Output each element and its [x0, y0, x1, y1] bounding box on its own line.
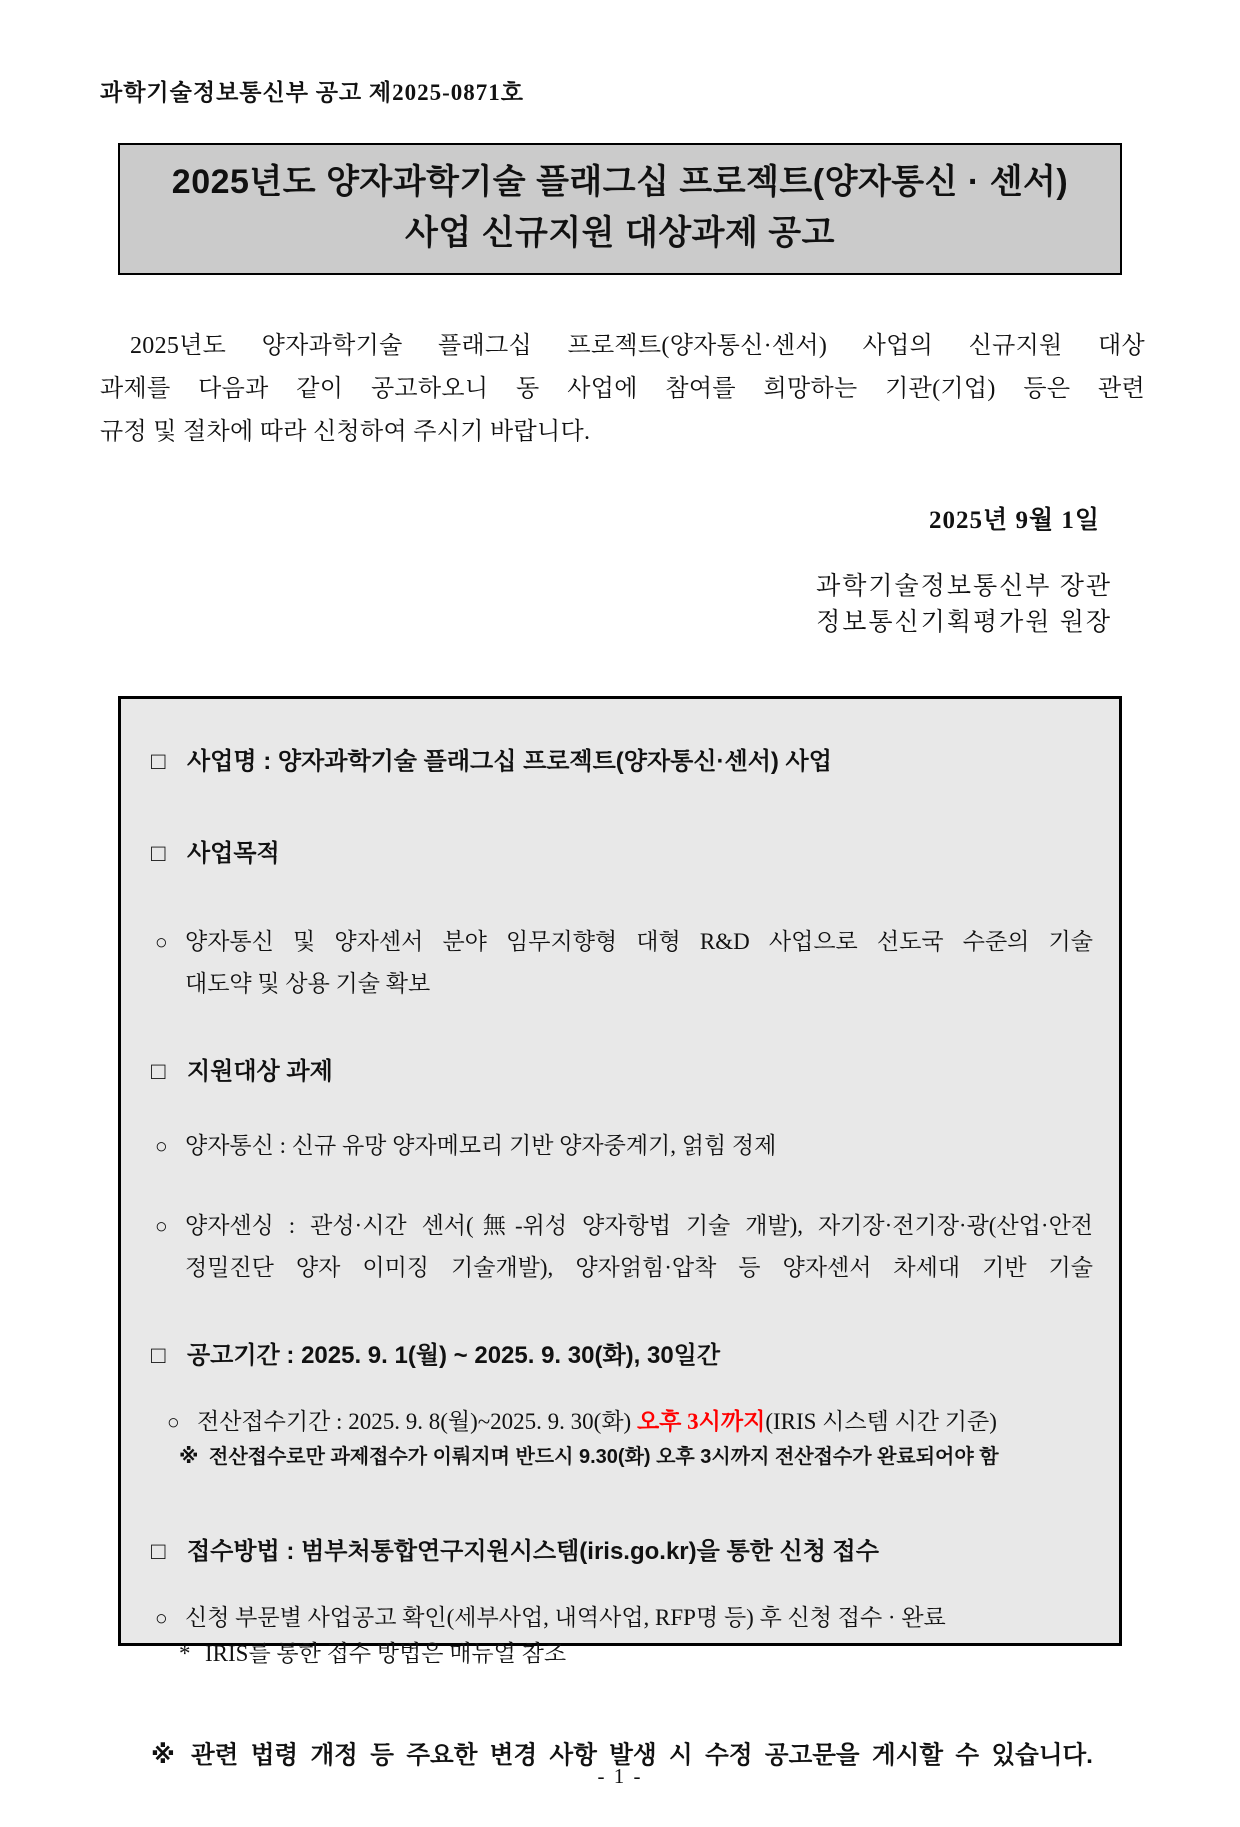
online-period-prefix: 전산접수기간 : 2025. 9. 8(월)~2025. 9. 30(화) — [197, 1409, 637, 1434]
circle-bullet-icon: ○ — [155, 1214, 168, 1238]
intro-line3: 규정 및 절차에 따라 신청하여 주시기 바랍니다. — [100, 419, 591, 445]
title-box — [118, 143, 1122, 275]
purpose-item-line2: 대도약 및 상용 기술 확보 — [185, 971, 431, 996]
online-period-text — [197, 1401, 1093, 1443]
method-note-text: IRIS를 통한 접수 방법은 매뉴얼 참조 — [205, 1641, 567, 1666]
online-note-row — [151, 1443, 1093, 1471]
method-label: 접수방법 — [187, 1538, 280, 1565]
reference-mark-icon: ※ — [179, 1446, 199, 1468]
square-bullet-icon: □ — [151, 840, 166, 867]
online-note-text: 전산접수로만 과제접수가 이뤄지며 반드시 9.30(화) 오후 3시까지 전산접수가 완료되어야 함 — [209, 1446, 999, 1468]
signer-minister: 과학기술정보통신부 장관 — [816, 573, 1112, 600]
target-heading-row — [151, 1057, 1093, 1087]
announcement-page — [0, 74, 1240, 1827]
method-text — [187, 1537, 1093, 1567]
method-sep: : — [279, 1538, 302, 1565]
period-row — [151, 1341, 1093, 1371]
online-period-deadline: 오후 3시까지 — [636, 1409, 766, 1434]
purpose-heading-label: 사업목적 — [187, 840, 280, 867]
purpose-heading-row — [151, 839, 1093, 869]
method-row — [151, 1537, 1093, 1567]
target-sensing-line1: 양자센싱 : 관성·시간 센서(無-위성 양자항법 기술 개발), 자기장·전기장·광(산업·안전 — [185, 1213, 1093, 1238]
circle-bullet-icon: ○ — [155, 1134, 168, 1158]
project-name-value: 양자과학기술 플래그십 프로젝트(양자통신·센서) 사업 — [277, 748, 832, 775]
method-value: 범부처통합연구지원시스템(iris.go.kr)을 통한 신청 접수 — [301, 1538, 879, 1565]
online-period-suffix: (IRIS 시스템 시간 기준) — [765, 1409, 997, 1434]
project-name-row — [151, 747, 1093, 777]
reference-mark-icon: ※ — [151, 1742, 175, 1769]
method-item-row — [151, 1597, 1093, 1639]
target-comm-text: 양자통신 : 신규 유망 양자메모리 기반 양자중계기, 얽힘 정제 — [185, 1133, 777, 1158]
target-heading-label: 지원대상 과제 — [187, 1058, 333, 1085]
announcement-date: 2025년 9월 1일 — [929, 507, 1100, 534]
purpose-item-row — [151, 921, 1093, 1005]
intro-line1: 2025년도 양자과학기술 플래그십 프로젝트(양자통신·센서) 사업의 신규지원 대상 — [130, 333, 1145, 359]
period-sep: : — [279, 1342, 302, 1369]
square-bullet-icon: □ — [151, 748, 166, 775]
circle-bullet-icon: ○ — [155, 930, 168, 954]
target-comm-row — [151, 1125, 1093, 1167]
asterisk-icon: * — [179, 1641, 191, 1666]
project-name-text — [187, 747, 1093, 777]
circle-bullet-icon: ○ — [155, 1606, 168, 1630]
square-bullet-icon: □ — [151, 1342, 166, 1369]
signer-iitp-president: 정보통신기획평가원 원장 — [816, 609, 1112, 636]
method-note-row — [151, 1639, 1093, 1669]
target-sensing-text — [185, 1205, 1093, 1289]
method-item-text: 신청 부문별 사업공고 확인(세부사업, 내역사업, RFP명 등) 후 신청 접수 · 완료 — [185, 1605, 946, 1630]
final-note-text: 관련 법령 개정 등 주요한 변경 사항 발생 시 수정 공고문을 게시할 수 있습니다. — [191, 1742, 1093, 1769]
notice-box — [118, 696, 1122, 1769]
intro-line2: 과제를 다음과 같이 공고하오니 동 사업에 참여를 희망하는 기관(기업) 등은 관련 — [100, 376, 1145, 402]
project-name-label: 사업명 — [187, 748, 257, 775]
square-bullet-icon: □ — [151, 1538, 166, 1565]
intro-paragraph — [100, 325, 1145, 454]
page-number: - 1 - — [597, 1764, 643, 1788]
page-title-line1: 2025년도 양자과학기술 플래그십 프로젝트(양자통신 · 센서) — [171, 163, 1069, 201]
purpose-item-line1: 양자통신 및 양자센서 분야 임무지향형 대형 R&D 사업으로 선도국 수준의 기술 — [185, 929, 1093, 954]
period-text — [187, 1341, 1093, 1371]
period-label: 공고기간 — [187, 1342, 280, 1369]
project-name-sep: : — [256, 748, 278, 775]
document-number: 과학기술정보통신부 공고 제2025-0871호 — [100, 80, 524, 105]
target-sensing-row — [151, 1205, 1093, 1289]
circle-bullet-icon: ○ — [167, 1410, 180, 1434]
target-sensing-line2: 정밀진단 양자 이미징 기술개발), 양자얽힘·압착 등 양자센서 차세대 기반 기술 — [185, 1255, 1093, 1280]
period-value: 2025. 9. 1(월) ~ 2025. 9. 30(화), 30일간 — [301, 1342, 721, 1369]
page-title-line2: 사업 신규지원 대상과제 공고 — [405, 214, 835, 252]
online-period-row — [151, 1401, 1093, 1443]
square-bullet-icon: □ — [151, 1058, 166, 1085]
purpose-item-text — [185, 921, 1093, 1005]
